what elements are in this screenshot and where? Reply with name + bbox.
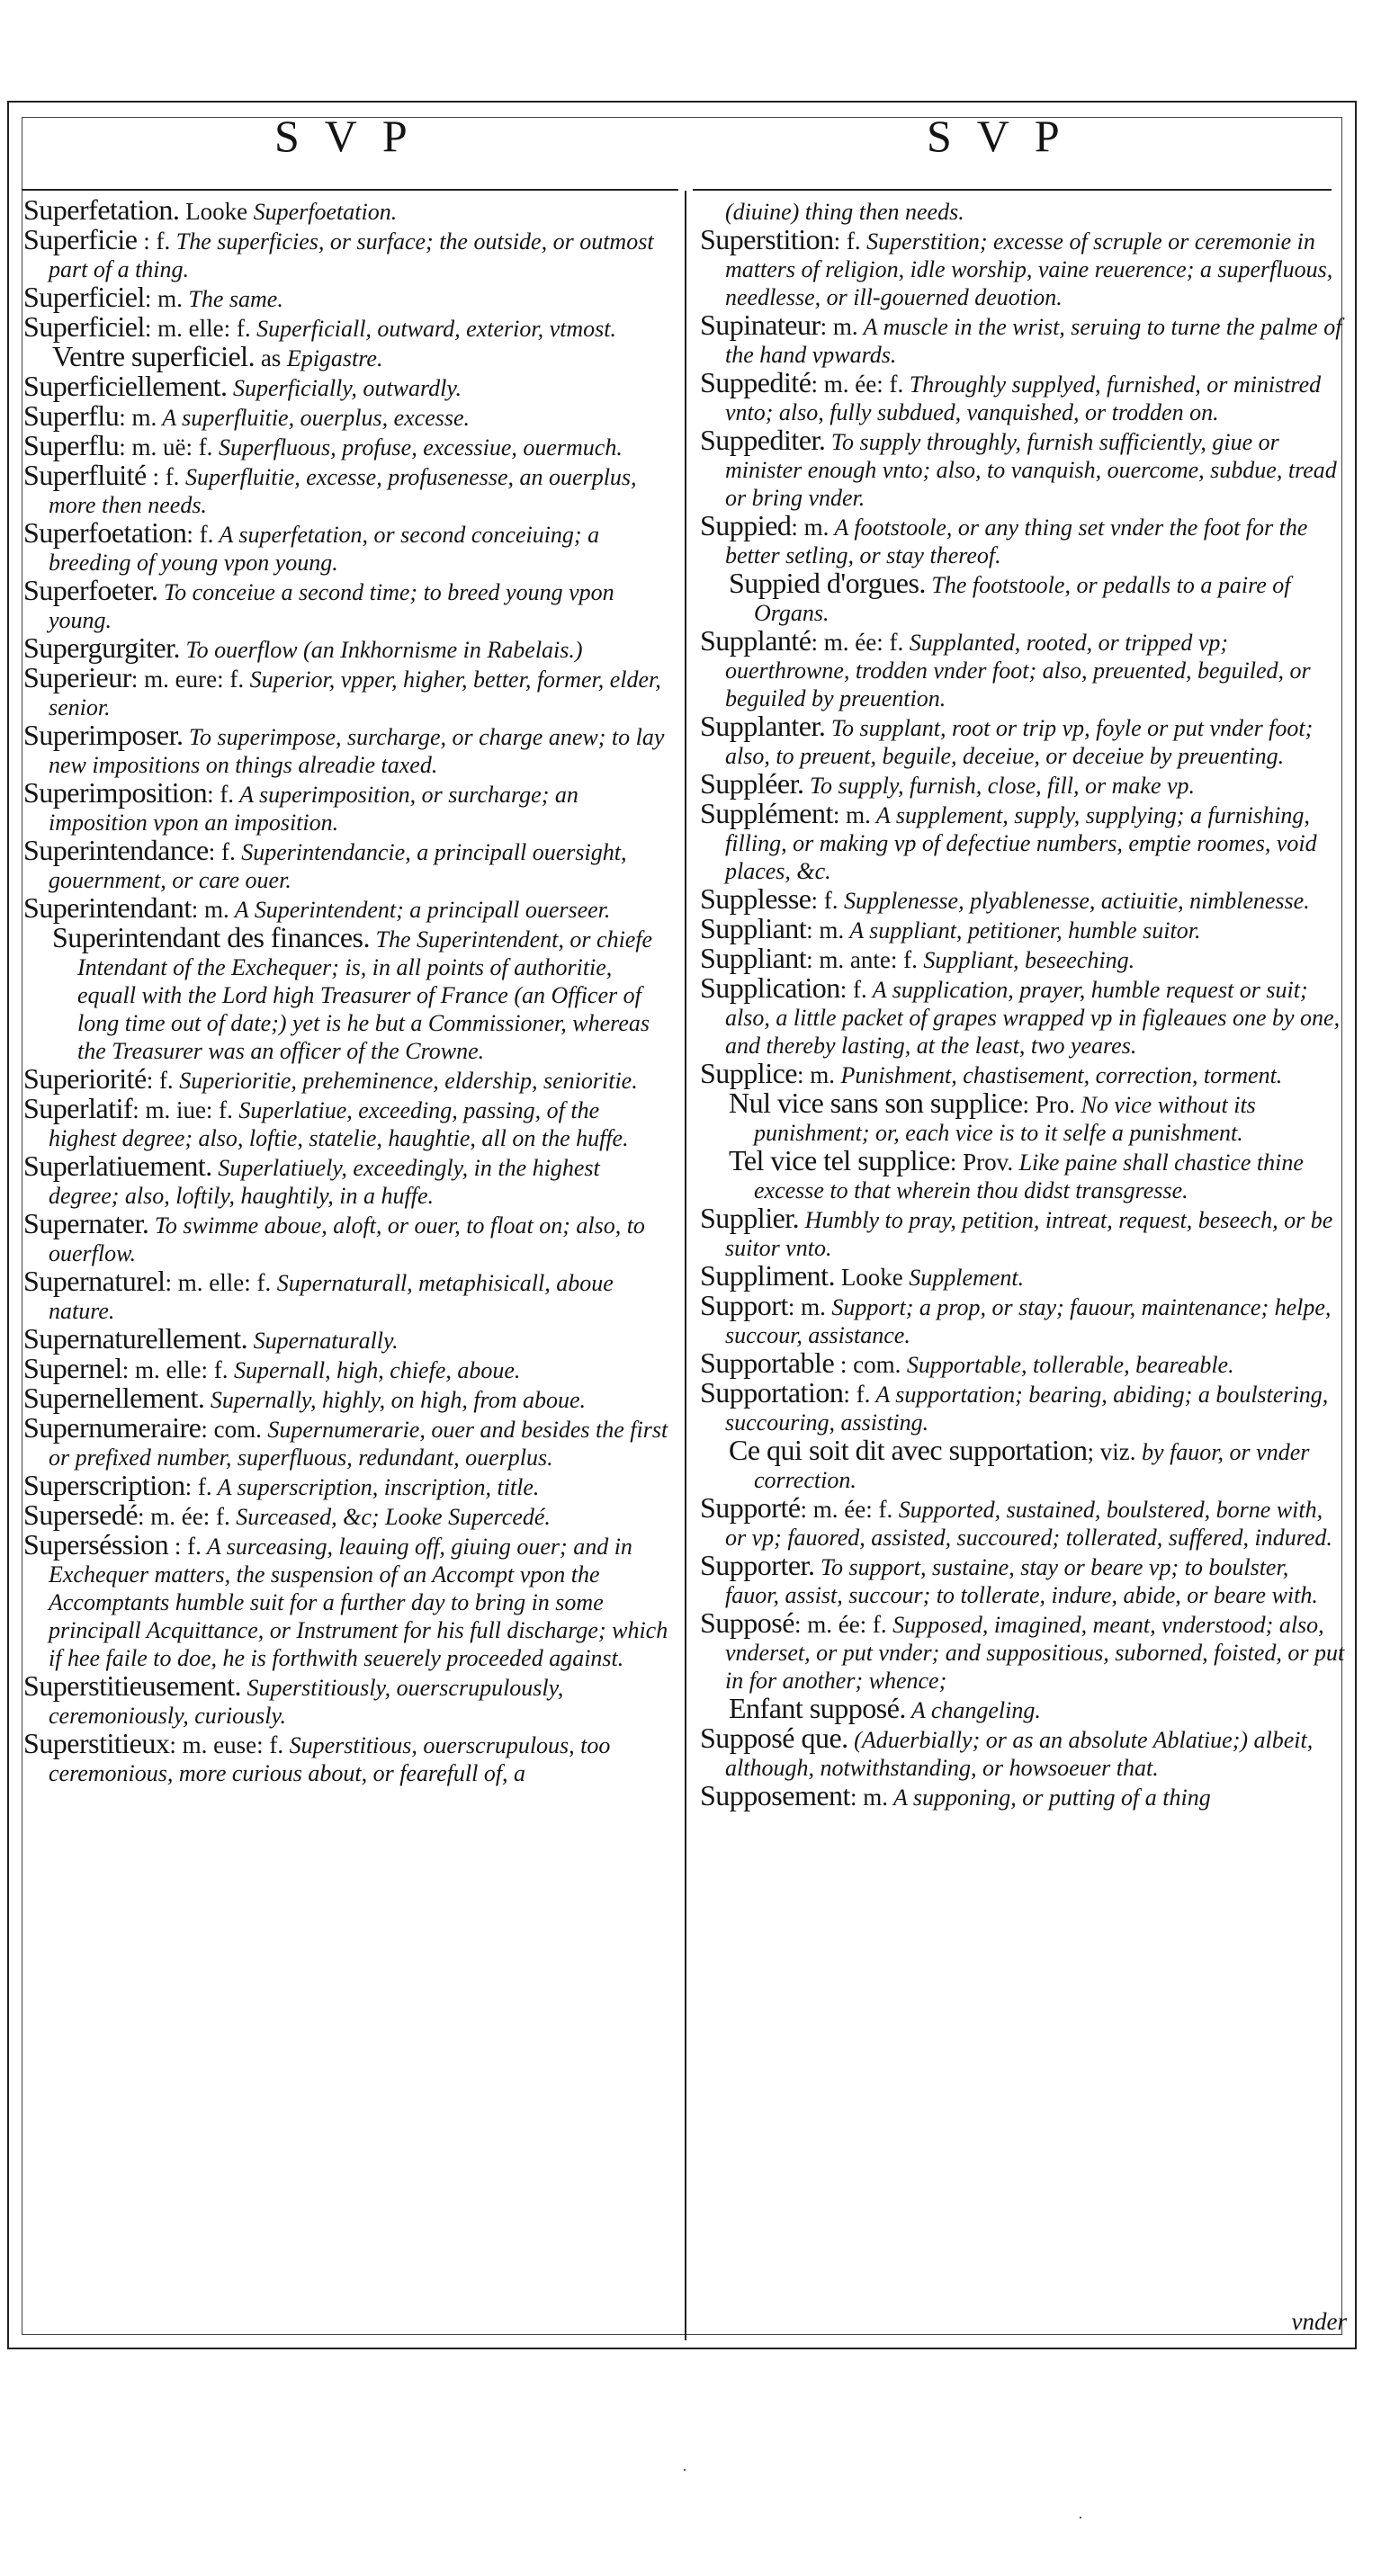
entry-definition: Superioritie, preheminence, eldership, senioritie. xyxy=(173,1068,638,1094)
entry-definition: To ouerflow (an Inkhornisme in Rabelais.) xyxy=(180,637,583,663)
entry-definition: Surceased, &c; Looke Supercedé. xyxy=(229,1504,551,1530)
entry-definition: Superfoetation. xyxy=(247,199,398,225)
entry-headword: Supinateur xyxy=(700,309,821,341)
dictionary-entry xyxy=(700,1491,1346,1552)
entry-definition: Supposed, imagined, meant, vnderstood; also, vnderset, or put vnder; and suppositious, suborned, foisted, or put in for another; whence; xyxy=(725,1612,1345,1694)
entry-headword: Suppléer. xyxy=(700,767,804,800)
dictionary-entry xyxy=(23,429,669,461)
dictionary-entry xyxy=(700,196,1346,226)
entry-headword: Supernumeraire xyxy=(23,1411,202,1444)
entry-definition: Supernaturall, metaphisicall, aboue nature. xyxy=(49,1270,614,1324)
dictionary-entry xyxy=(700,1606,1346,1695)
entry-headword: Superintendant des finances. xyxy=(52,921,370,953)
entry-grammar: : com. xyxy=(834,1351,901,1378)
dictionary-entry xyxy=(700,944,1346,974)
entry-headword: Superstitieux xyxy=(23,1727,170,1759)
entry-headword: Supposé que. xyxy=(700,1722,848,1754)
entry-headword: Supplanté xyxy=(700,624,812,657)
entry-definition: To conceiue a second time; to breed young vpon young. xyxy=(49,579,614,633)
dictionary-entry xyxy=(700,797,1346,885)
entry-headword: Supposement xyxy=(700,1779,850,1811)
dictionary-entry xyxy=(23,1352,669,1384)
entry-definition: A muscle in the wrist, seruing to turne the palme of the hand vpwards. xyxy=(725,314,1342,368)
dictionary-entry xyxy=(23,1384,669,1414)
entry-headword: Support xyxy=(700,1289,788,1321)
entry-definition: A supplication, prayer, humble request or suit; also, a little packet of grapes wrapped vp in figleaues one by one, and thereby lasting, at the least, two yeares. xyxy=(725,977,1341,1059)
entry-grammar: : m. xyxy=(144,285,183,312)
entry-grammar: : m. elle: f. xyxy=(144,315,251,342)
dictionary-entry xyxy=(700,882,1346,915)
entry-grammar: : m. ée: f. xyxy=(811,371,904,398)
entry-headword: Superieur xyxy=(23,661,131,693)
entry-headword: Supportation xyxy=(700,1376,844,1409)
dictionary-entry xyxy=(23,340,669,372)
running-head-left: SVP xyxy=(274,111,433,161)
entry-headword: Enfant supposé. xyxy=(729,1692,906,1724)
dictionary-entry xyxy=(23,574,669,634)
entry-headword: Superficiel xyxy=(23,281,145,313)
dictionary-entry xyxy=(23,196,669,226)
entry-definition: Superintendancie, a principall ouersight, gouernment, or care ouer. xyxy=(49,839,627,893)
entry-headword: Ce qui soit dit avec supportation xyxy=(729,1434,1088,1466)
entry-grammar: : f. xyxy=(811,887,839,914)
dictionary-entry xyxy=(700,1692,1346,1724)
entry-headword: Superfluité xyxy=(23,459,147,491)
entry-definition: A supponing, or putting of a thing xyxy=(887,1784,1211,1811)
dictionary-entry xyxy=(23,776,669,836)
entry-grammar: : f. xyxy=(186,521,214,548)
dictionary-entry xyxy=(700,569,1346,627)
entry-headword: Supplément xyxy=(700,797,833,829)
entry-definition: Superfluous, profuse, excessiue, ouermuch. xyxy=(212,434,623,461)
entry-grammar: : m. euse: f. xyxy=(169,1731,284,1758)
dictionary-entry xyxy=(23,1411,669,1471)
catchword: vnder xyxy=(1291,2308,1347,2335)
entry-definition: Supernaturally. xyxy=(247,1328,399,1354)
header-rule-right xyxy=(693,189,1332,191)
entry-definition: A footstoole, or any thing set vnder the foot for the better setling, or stay thereof. xyxy=(725,514,1308,568)
dictionary-entry xyxy=(23,1092,669,1152)
entry-headword: Superlatif xyxy=(23,1092,133,1124)
entry-definition: Superstitiously, ouerscrupulously, ceremoniously, curiously. xyxy=(49,1675,564,1729)
entry-definition: To swimme aboue, aloft, or ouer, to float on; also, to ouerflow. xyxy=(49,1212,645,1266)
dictionary-entry xyxy=(23,516,669,577)
entry-headword: Superiorité xyxy=(23,1062,147,1095)
dictionary-entry xyxy=(700,1057,1346,1089)
entry-grammar: : f. xyxy=(833,228,861,255)
dictionary-entry xyxy=(23,891,669,924)
scan-speck xyxy=(684,2469,686,2471)
right-column xyxy=(700,196,1346,2337)
dictionary-entry xyxy=(23,836,669,894)
entry-headword: Supportable xyxy=(700,1346,835,1379)
entry-definition: Supportable, tollerable, beareable. xyxy=(901,1352,1234,1378)
entry-headword: Superfoeter. xyxy=(23,574,158,606)
dictionary-entry xyxy=(700,1549,1346,1609)
entry-headword: Ventre superficiel. xyxy=(52,340,256,372)
entry-definition: Superlatiue, exceeding, passing, of the highest degree; also, loftie, statelie, haughtie, all on the huffe. xyxy=(49,1097,629,1151)
dictionary-entry xyxy=(23,399,669,432)
dictionary-entry xyxy=(23,283,669,313)
entry-definition: A Superintendent; a principall ouerseer. xyxy=(229,897,611,923)
entry-definition: Superficially, outwardly. xyxy=(227,375,462,401)
dictionary-entry xyxy=(23,661,669,721)
entry-grammar: : m. eure: f. xyxy=(130,666,245,693)
entry-headword: Superflu xyxy=(23,429,120,461)
entry-definition: A changeling. xyxy=(905,1697,1041,1723)
entry-grammar: : m. xyxy=(119,404,157,431)
entry-definition: Supernall, high, chiefe, aboue. xyxy=(228,1357,521,1383)
entry-definition: To supply, furnish, close, fill, or make vp. xyxy=(803,773,1196,799)
dictionary-entry xyxy=(700,1204,1346,1262)
entry-definition: Suppliant, beseeching. xyxy=(917,947,1135,973)
entry-grammar: : f. xyxy=(843,1381,871,1408)
entry-grammar: : m. xyxy=(787,1293,826,1320)
dictionary-entry xyxy=(700,1436,1346,1494)
entry-definition: A suppliant, petitioner, humble suitor. xyxy=(844,917,1201,944)
entry-definition: Support; a prop, or stay; fauour, maintenance; helpe, succour, assistance. xyxy=(725,1294,1332,1348)
entry-definition: To supply throughly, furnish sufficiently, giue or minister enough vnto; also, to vanquish, ouercome, subdue, tread or bring vnder. xyxy=(725,429,1337,511)
dictionary-entry xyxy=(23,1322,669,1355)
dictionary-entry xyxy=(700,1376,1346,1436)
entry-grammar: : m. iue: f. xyxy=(132,1096,233,1123)
header-rule-left xyxy=(22,189,678,191)
entry-headword: Superstition xyxy=(700,223,834,255)
entry-definition: Superlatiuely, exceedingly, in the highest degree; also, loftily, haughtily, in a huffe. xyxy=(49,1155,600,1209)
entry-headword: Superimposer. xyxy=(23,719,184,751)
entry-definition: A supplement, supply, supplying; a furnishing, filling, or making vp of defectiue numbers, emptie roomes, void places, &c. xyxy=(725,802,1317,884)
entry-grammar: : f. xyxy=(146,1067,174,1094)
dictionary-entry xyxy=(23,1207,669,1267)
entry-headword: Suppied xyxy=(700,509,792,541)
entry-definition: by fauor, or vnder correction. xyxy=(754,1439,1310,1493)
dictionary-entry xyxy=(700,1724,1346,1782)
column-divider xyxy=(685,191,686,2340)
left-column xyxy=(23,196,669,2337)
dictionary-entry xyxy=(700,1779,1346,1811)
entry-definition: A supportation; bearing, abiding; a boulstering, succouring, assisting. xyxy=(725,1382,1329,1436)
entry-headword: Suppedité xyxy=(700,366,812,398)
dictionary-entry xyxy=(700,971,1346,1060)
entry-definition: Supported, sustained, boulstered, borne with, or vp; fauored, assisted, succoured; tollerated, suffered, indured. xyxy=(725,1497,1332,1551)
dictionary-entry xyxy=(700,624,1346,712)
entry-headword: Superstitieusement. xyxy=(23,1669,242,1702)
entry-definition: Superfluitie, excesse, profusenesse, an ouerplus, more then needs. xyxy=(49,464,637,518)
entry-grammar: : m. xyxy=(832,801,871,828)
entry-definition: Punishment, chastisement, correction, torment. xyxy=(835,1062,1283,1088)
entry-definition: Supplanted, rooted, or tripped vp; ouerthrowne, trodden vnder foot; also, preuented, beguiled, or beguiled by preuention. xyxy=(725,630,1311,711)
entry-definition: Superstition; excesse of scruple or ceremonie in matters of religion, idle worship, vaine reuerence; a superfluous, needlesse, or ill-gouerned deuotion. xyxy=(725,228,1333,310)
dictionary-entry xyxy=(23,372,669,402)
entry-definition: Like paine shall chastice thine excesse to that wherein thou didst transgresse. xyxy=(754,1149,1304,1203)
entry-headword: Supernel xyxy=(23,1352,122,1384)
dictionary-entry xyxy=(23,721,669,779)
entry-headword: Tel vice tel supplice xyxy=(729,1144,950,1176)
entry-headword: Superflu xyxy=(23,399,120,432)
dictionary-entry xyxy=(700,712,1346,770)
entry-definition: To supplant, root or trip vp, foyle or put vnder foot; also, to preuent, beguile, deceiue, or deceiue by preuenting. xyxy=(725,715,1314,769)
dictionary-entry xyxy=(23,1471,669,1501)
entry-definition: The same. xyxy=(182,286,283,312)
entry-headword: Suppliant xyxy=(700,942,807,974)
dictionary-entry xyxy=(700,426,1346,512)
entry-headword: Supernellement. xyxy=(23,1382,205,1414)
entry-definition: Supernumerarie, ouer and besides the first or prefixed number, superfluous, redundant, ouerplus. xyxy=(49,1417,668,1471)
entry-definition: Supplenesse, plyablenesse, actiuitie, nimblenesse. xyxy=(838,888,1310,914)
entry-headword: Suppliant xyxy=(700,912,807,944)
dictionary-entry xyxy=(700,1346,1346,1379)
entry-definition: Superficiall, outward, exterior, vtmost. xyxy=(250,316,616,342)
entry-headword: Supernaturellement. xyxy=(23,1322,248,1355)
dictionary-entry xyxy=(700,223,1346,311)
entry-grammar: : Prov. xyxy=(949,1149,1014,1176)
entry-definition: Epigastre. xyxy=(281,345,383,371)
entry-grammar: : f. xyxy=(207,781,235,808)
entry-headword: Supplanter. xyxy=(700,710,826,742)
entry-grammar: : m. xyxy=(849,1784,888,1811)
dictionary-entry xyxy=(23,1062,669,1095)
entry-headword: Superfoetation xyxy=(23,516,187,549)
entry-definition: A superfluitie, ouerplus, excesse. xyxy=(157,405,471,431)
dictionary-entry xyxy=(23,1727,669,1787)
entry-grammar: : m. xyxy=(791,514,830,541)
entry-definition: The superficies, or surface; the outside, or outmost part of a thing. xyxy=(49,228,654,282)
entry-grammar: : m. xyxy=(191,896,229,923)
entry-definition: No vice without its punishment; or, each vice is to it selfe a punishment. xyxy=(754,1092,1256,1146)
scan-speck xyxy=(1080,2517,1081,2518)
entry-headword: Supernater. xyxy=(23,1207,149,1239)
entry-definition: Superior, vpper, higher, better, former, elder, senior. xyxy=(49,666,661,720)
dictionary-entry xyxy=(700,366,1346,426)
entry-headword: Superintendance xyxy=(23,834,209,866)
entry-headword: Suppied d'orgues. xyxy=(729,567,926,599)
entry-headword: Superintendant xyxy=(23,891,192,924)
dictionary-entry xyxy=(23,1669,669,1730)
entry-grammar: : f. xyxy=(839,976,867,1003)
entry-grammar: : m. ée: f. xyxy=(811,629,904,656)
entry-grammar: : m. elle: f. xyxy=(121,1356,229,1383)
entry-definition: The Superintendent, or chiefe Intendant of the Exchequer; is, in all points of authoritie, equall with the Lord high Treasurer of France (an Officer of long time out of date;) yet is he but a Commissioner, whereas the Treasurer was an officer of the Crowne. xyxy=(77,926,653,1064)
entry-definition: (Aduerbially; or as an absolute Ablatiue;) albeit, although, notwithstanding, or howsoeuer that. xyxy=(725,1727,1314,1781)
entry-definition: A superfetation, or second conceiuing; a breeding of young vpon young. xyxy=(49,522,600,576)
entry-definition: Throughly supplyed, furnished, or ministred vnto; also, fully subdued, vanquished, or trodden on. xyxy=(725,371,1322,425)
entry-grammar: : m. xyxy=(796,1061,835,1088)
entry-headword: Supporté xyxy=(700,1491,801,1524)
dictionary-entry xyxy=(23,1149,669,1210)
running-head-right: SVP xyxy=(927,111,1085,161)
entry-headword: Superséssion xyxy=(23,1528,169,1561)
dictionary-entry xyxy=(700,1289,1346,1349)
dictionary-entry xyxy=(700,1259,1346,1292)
entry-definition: A superscription, inscription, title. xyxy=(211,1474,540,1500)
entry-grammar: : com. xyxy=(201,1416,262,1443)
entry-headword: Suppliment. xyxy=(700,1259,836,1292)
entry-definition: Supplement. xyxy=(902,1265,1025,1291)
entry-grammar: Looke xyxy=(179,198,248,225)
entry-headword: Supposé xyxy=(700,1606,794,1639)
entry-grammar: : f. xyxy=(137,228,171,255)
entry-headword: Superscription xyxy=(23,1469,185,1501)
dictionary-entry xyxy=(700,311,1346,369)
entry-headword: Superficie xyxy=(23,223,138,255)
dictionary-entry xyxy=(23,310,669,343)
entry-grammar: : f. xyxy=(146,463,180,490)
entry-definition: A superimposition, or surcharge; an imposition vpon an imposition. xyxy=(49,782,578,836)
entry-headword: Superimposition xyxy=(23,776,208,809)
entry-headword: Supplesse xyxy=(700,882,812,915)
entry-grammar: : m. ée: f. xyxy=(794,1611,887,1638)
dictionary-entry xyxy=(700,1144,1346,1204)
entry-grammar: : m. elle: f. xyxy=(165,1269,272,1296)
entry-headword: Supersedé xyxy=(23,1498,139,1531)
dictionary-entry xyxy=(23,921,669,1065)
entry-definition: Humbly to pray, petition, intreat, request, beseech, or be suitor vnto. xyxy=(725,1207,1333,1261)
entry-grammar: as xyxy=(255,344,282,371)
entry-grammar: : m. xyxy=(806,917,845,944)
entry-grammar: : m. ée: f. xyxy=(138,1503,230,1530)
dictionary-entry xyxy=(23,1528,669,1672)
entry-definition: To superimpose, surcharge, or charge anew; to lay new impositions on things alreadie taxed. xyxy=(49,724,665,778)
entry-definition: Superstitious, ouerscrupulous, too ceremonious, more curious about, or fearefull of, a xyxy=(49,1732,611,1786)
entry-headword: Suppediter. xyxy=(700,424,826,456)
entry-grammar: : m. ante: f. xyxy=(806,946,918,973)
entry-headword: Supernaturel xyxy=(23,1265,166,1297)
entry-grammar: : f. xyxy=(168,1533,202,1560)
entry-headword: Superficiellement. xyxy=(23,370,228,402)
entry-grammar: : m. uë: f. xyxy=(119,434,213,461)
dictionary-entry xyxy=(700,912,1346,944)
entry-definition: To support, sustaine, stay or beare vp; to boulster, fauor, assist, succour; to tollerate, indure, abide, or beare with. xyxy=(725,1554,1318,1608)
entry-headword: Superlatiuement. xyxy=(23,1149,212,1182)
dictionary-entry xyxy=(23,223,669,283)
dictionary-entry xyxy=(700,1089,1346,1147)
entry-definition: A surceasing, leauing off, giuing ouer; and in Exchequer matters, the suspension of an Accompt vpon the Accomptants humble suit for a further day to bring in some principall Acquittance, or Instrument for his full discharge; which if hee faile to doe, he is forthwith seuerely proceeded against. xyxy=(49,1534,668,1671)
entry-grammar: : f. xyxy=(208,838,236,865)
dictionary-entry xyxy=(700,767,1346,800)
entry-headword: Supplication xyxy=(700,971,840,1004)
entry-headword: Supporter. xyxy=(700,1549,815,1581)
dictionary-entry xyxy=(23,1498,669,1531)
entry-headword: Superfetation. xyxy=(23,196,180,226)
entry-definition: The footstoole, or pedalls to a paire of Organs. xyxy=(754,572,1291,626)
entry-definition: (diuine) thing then needs. xyxy=(725,199,964,225)
dictionary-entry xyxy=(23,631,669,664)
entry-grammar: ; viz. xyxy=(1087,1438,1136,1465)
entry-definition: Supernally, highly, on high, from aboue. xyxy=(204,1387,587,1413)
entry-grammar: : m. ée: f. xyxy=(800,1496,893,1523)
entry-headword: Nul vice sans son supplice xyxy=(729,1087,1023,1119)
entry-headword: Superficiel xyxy=(23,310,145,343)
dictionary-entry xyxy=(700,509,1346,569)
entry-headword: Supplice xyxy=(700,1057,797,1089)
entry-grammar: : Pro. xyxy=(1022,1091,1076,1118)
entry-headword: Supplier. xyxy=(700,1202,800,1234)
entry-grammar: Looke xyxy=(835,1264,903,1291)
dictionary-entry xyxy=(23,1267,669,1325)
entry-grammar: : f. xyxy=(184,1473,212,1500)
entry-headword: Supergurgiter. xyxy=(23,631,181,664)
dictionary-entry xyxy=(23,461,669,519)
entry-grammar: : m. xyxy=(820,313,858,340)
